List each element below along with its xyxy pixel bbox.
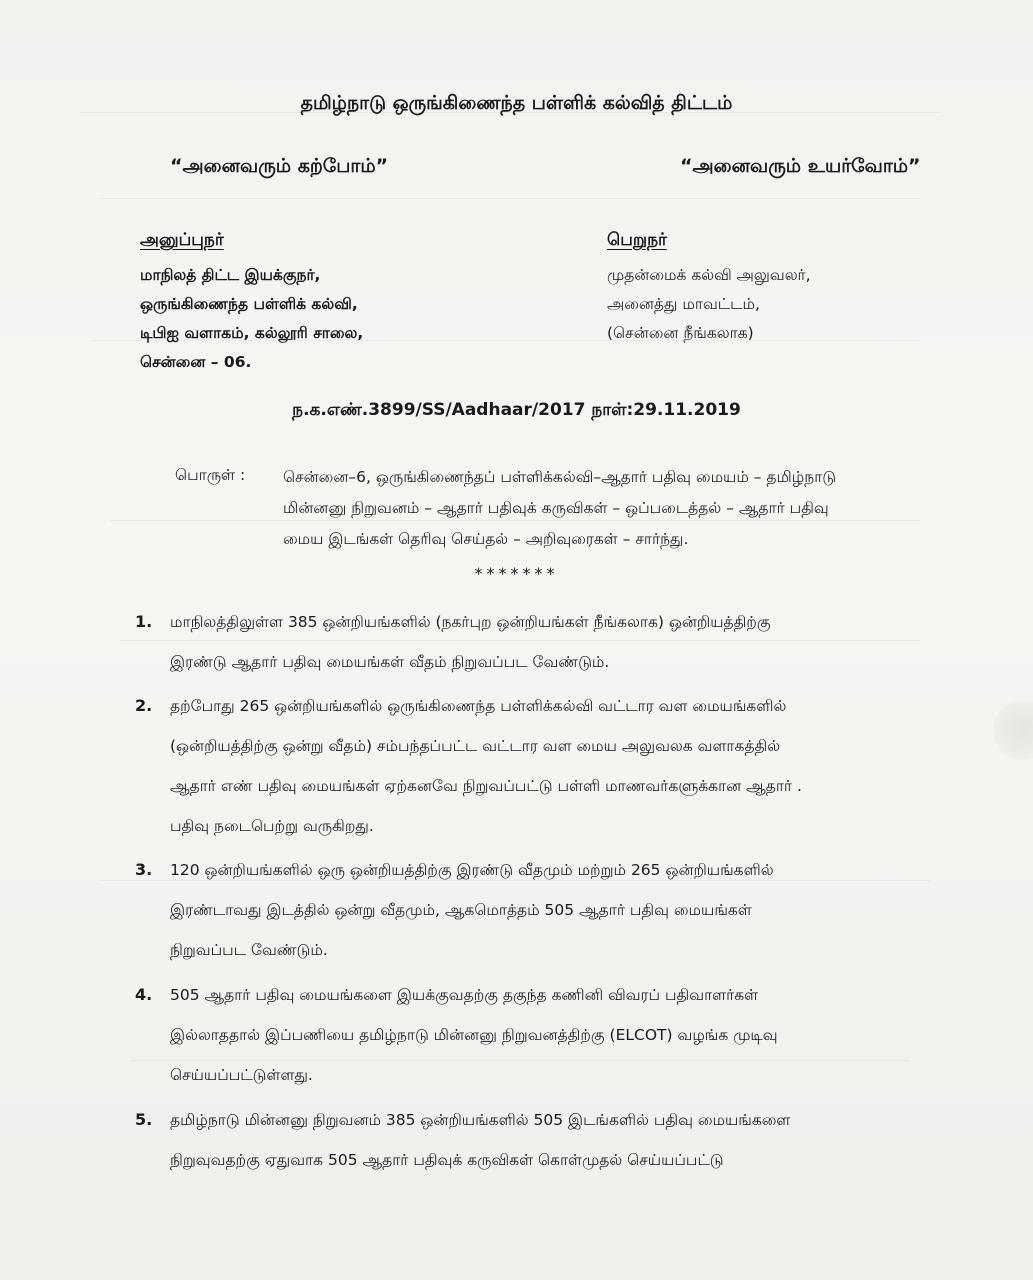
sender-label: அனுப்புநர் bbox=[140, 230, 224, 250]
subject-line: சென்னை–6, ஒருங்கிணைந்தப் பள்ளிக்கல்வி–ஆதார் பதிவு மையம் – தமிழ்நாடு bbox=[283, 468, 837, 486]
document-title: தமிழ்நாடு ஒருங்கிணைந்த பள்ளிக் கல்வித் திட்டம் bbox=[300, 92, 733, 114]
item-line: இல்லாததால் இப்பணியை தமிழ்நாடு மின்னனு நிறுவனத்திற்கு (ELCOT) வழங்க முடிவு bbox=[170, 1026, 778, 1044]
item-line: தமிழ்நாடு மின்னனு நிறுவனம் 385 ஒன்றியங்களில் 505 இடங்களில் பதிவு மையங்களை bbox=[170, 1111, 791, 1129]
item-line: ஆதார் எண் பதிவு மையங்கள் ஏற்கனவே நிறுவப்பட்டு பள்ளி மாணவர்களுக்கான ஆதார் . bbox=[170, 777, 802, 795]
recipient-label: பெறுநர் bbox=[607, 230, 667, 250]
item-line: நிறுவுவதற்கு ஏதுவாக 505 ஆதார் பதிவுக் கருவிகள் கொள்முதல் செய்யப்பட்டு bbox=[170, 1151, 724, 1169]
item-number: 5. bbox=[135, 1110, 153, 1129]
motto-left: “அனைவரும் கற்போம்” bbox=[170, 155, 389, 177]
item-number: 1. bbox=[135, 612, 153, 631]
subject-text bbox=[283, 462, 1003, 555]
item-line: (ஒன்றியத்திற்கு ஒன்று வீதம்) சம்பந்தப்பட்ட வட்டார வள மைய அலுவலக வளாகத்தில் bbox=[170, 737, 781, 755]
scan-shadow bbox=[993, 700, 1033, 760]
subject-label: பொருள் : bbox=[175, 466, 246, 484]
recipient-address-line: முதன்மைக் கல்வி அலுவலர், bbox=[607, 266, 811, 284]
recipient-address-line: (சென்னை நீங்கலாக) bbox=[607, 324, 754, 342]
item-number: 2. bbox=[135, 696, 153, 715]
recipient-address-line: அனைத்து மாவட்டம், bbox=[607, 295, 760, 313]
sender-address-line: சென்னை – 06. bbox=[140, 353, 252, 371]
motto-right: “அனைவரும் உயர்வோம்” bbox=[680, 155, 921, 177]
subject-line: மின்னனு நிறுவனம் – ஆதார் பதிவுக் கருவிகள் – ஒப்படைத்தல் – ஆதார் பதிவு bbox=[283, 499, 829, 517]
reference-number: ந.க.எண்.3899/SS/Aadhaar/2017 நாள்:29.11.2019 bbox=[292, 400, 741, 420]
item-number: 3. bbox=[135, 860, 153, 879]
recipient-address bbox=[607, 261, 811, 348]
item-line: இரண்டு ஆதார் பதிவு மையங்கள் வீதம் நிறுவப்பட வேண்டும். bbox=[170, 653, 610, 671]
item-line: பதிவு நடைபெற்று வருகிறது. bbox=[170, 817, 374, 835]
item-line: 505 ஆதார் பதிவு மையங்களை இயக்குவதற்கு தகுந்த கணினி விவரப் பதிவாளர்கள் bbox=[170, 986, 759, 1004]
sender-address-line: ஒருங்கிணைந்த பள்ளிக் கல்வி, bbox=[140, 295, 358, 313]
item-text bbox=[170, 1100, 790, 1180]
item-text bbox=[170, 975, 778, 1095]
item-line: இரண்டாவது இடத்தில் ஒன்று வீதமும், ஆகமொத்தம் 505 ஆதார் பதிவு மையங்கள் bbox=[170, 901, 752, 919]
item-line: தற்போது 265 ஒன்றியங்களில் ஒருங்கிணைந்த பள்ளிக்கல்வி வட்டார வள மையங்களில் bbox=[170, 697, 787, 715]
bleed-through-line bbox=[100, 198, 920, 199]
item-line: மாநிலத்திலுள்ள 385 ஒன்றியங்களில் (நகர்புற ஒன்றியங்கள் நீங்கலாக) ஒன்றியத்திற்கு bbox=[170, 613, 771, 631]
separator-stars: ******* bbox=[474, 564, 559, 583]
item-line: நிறுவப்பட வேண்டும். bbox=[170, 941, 328, 959]
item-number: 4. bbox=[135, 985, 153, 1004]
sender-address-line: டிபிஐ வளாகம், கல்லூரி சாலை, bbox=[140, 324, 364, 342]
item-line: 120 ஒன்றியங்களில் ஒரு ஒன்றியத்திற்கு இரண்டு வீதமும் மற்றும் 265 ஒன்றியங்களில் bbox=[170, 861, 774, 879]
sender-address-line: மாநிலத் திட்ட இயக்குநர், bbox=[140, 266, 321, 284]
item-line: செய்யப்பட்டுள்ளது. bbox=[170, 1066, 313, 1084]
subject-line: மைய இடங்கள் தெரிவு செய்தல் – அறிவுரைகள் – சார்ந்து. bbox=[283, 530, 689, 548]
sender-address bbox=[140, 261, 363, 377]
item-text bbox=[170, 850, 774, 970]
item-text bbox=[170, 686, 802, 846]
item-text bbox=[170, 602, 771, 682]
